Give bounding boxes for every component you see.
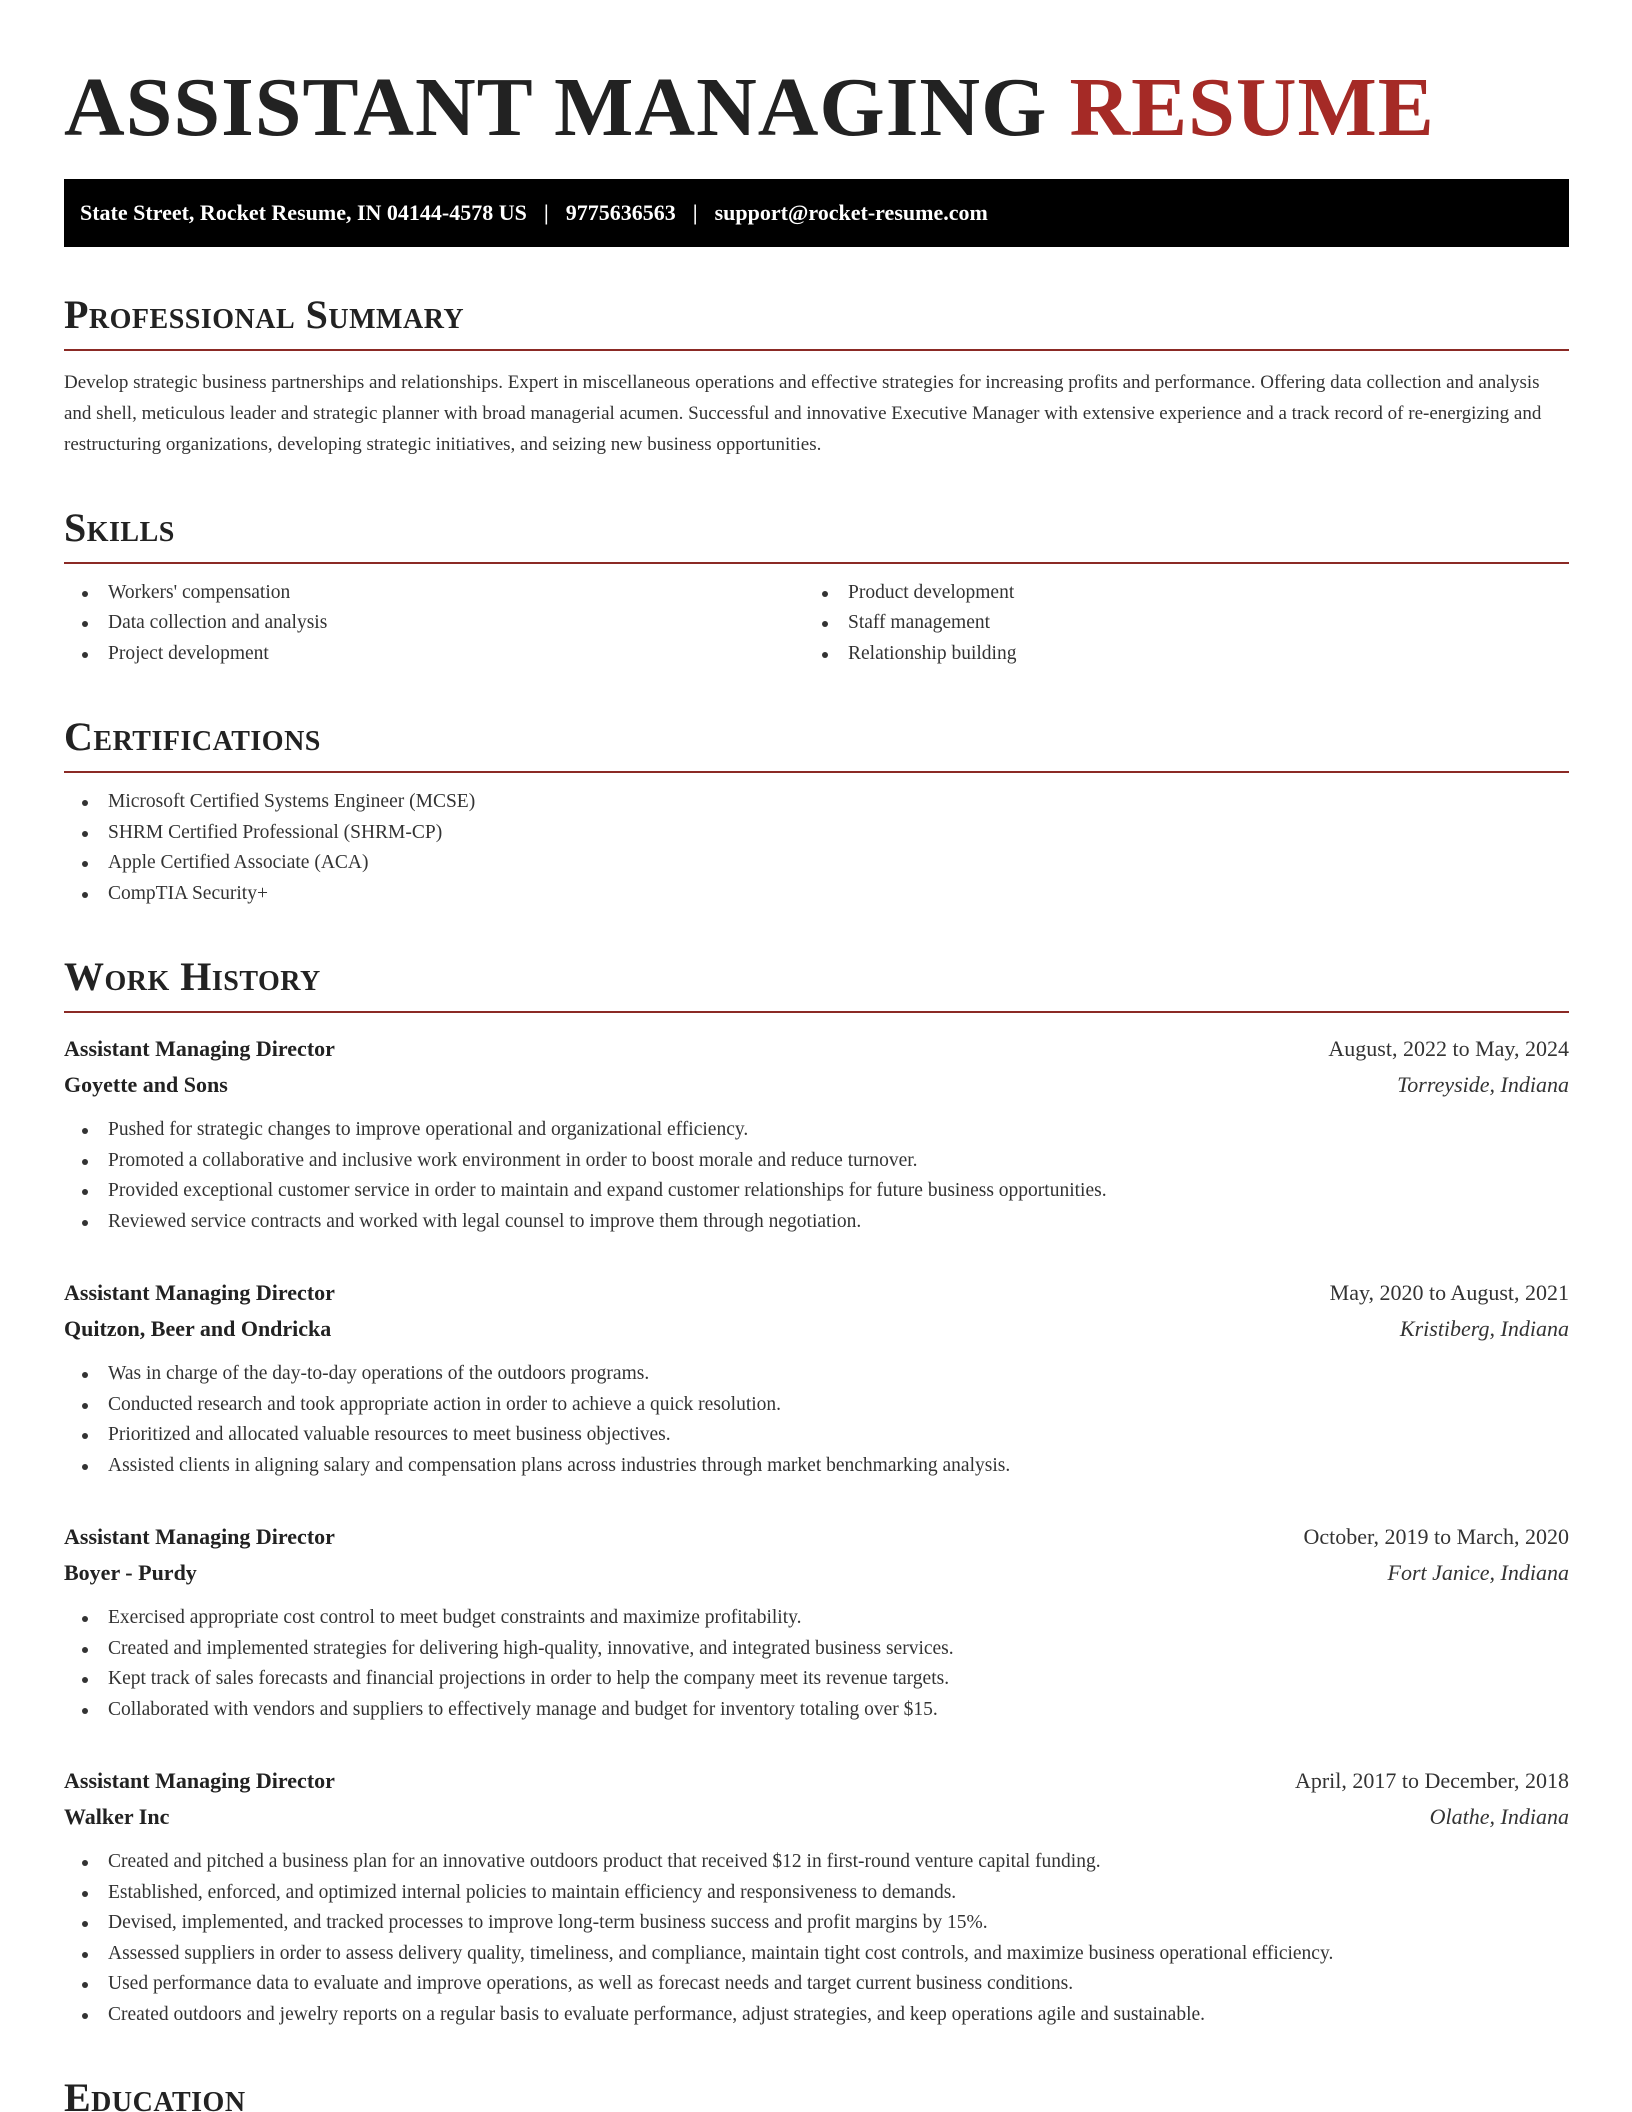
job-company: Quitzon, Beer and Ondricka: [64, 1316, 332, 1342]
job-duty-item: Conducted research and took appropriate action in order to achieve a quick resolution.: [64, 1390, 1569, 1421]
skills-list-right: [804, 578, 1544, 670]
skill-item: Project development: [64, 639, 804, 670]
job-entry: [64, 1275, 1569, 1481]
job-title: Assistant Managing Director: [64, 1036, 335, 1062]
job-duty-item: Used performance data to evaluate and improve operations, as well as forecast needs and target current business conditions.: [64, 1969, 1569, 2000]
job-duties-list: [64, 1359, 1569, 1481]
job-duty-item: Prioritized and allocated valuable resources to meet business objectives.: [64, 1420, 1569, 1451]
skill-item: Product development: [804, 578, 1544, 609]
job-header-row: [64, 1763, 1569, 1799]
certifications-heading: Certifications: [64, 713, 1569, 773]
job-company: Walker Inc: [64, 1804, 170, 1830]
skill-item: Relationship building: [804, 639, 1544, 670]
job-company-row: [64, 1311, 1569, 1347]
job-duty-item: Created outdoors and jewelry reports on a regular basis to evaluate performance, adjust strategies, and keep operations agile and sustainable.: [64, 2000, 1569, 2031]
certification-item: Apple Certified Associate (ACA): [64, 848, 1569, 879]
resume-title: [64, 58, 1569, 159]
job-title: Assistant Managing Director: [64, 1280, 335, 1306]
certification-item: SHRM Certified Professional (SHRM-CP): [64, 818, 1569, 849]
skill-item: Staff management: [804, 608, 1544, 639]
job-duty-item: Provided exceptional customer service in order to maintain and expand customer relationships for future business opportunities.: [64, 1176, 1569, 1207]
job-dates: August, 2022 to May, 2024: [1328, 1036, 1569, 1062]
education-heading: Education: [64, 2074, 1569, 2112]
job-duty-item: Exercised appropriate cost control to meet budget constraints and maximize profitability.: [64, 1603, 1569, 1634]
job-entry: [64, 1519, 1569, 1725]
certifications-list: [64, 787, 1569, 909]
title-accent: RESUME: [1069, 61, 1435, 154]
skill-item: Data collection and analysis: [64, 608, 804, 639]
contact-separator: |: [692, 199, 698, 225]
skills-list-left: [64, 578, 804, 670]
job-location: Fort Janice, Indiana: [1387, 1560, 1569, 1586]
summary-heading: Professional Summary: [64, 291, 1569, 351]
job-duty-item: Pushed for strategic changes to improve operational and organizational efficiency.: [64, 1115, 1569, 1146]
job-duty-item: Devised, implemented, and tracked processes to improve long-term business success and profit margins by 15%.: [64, 1908, 1569, 1939]
certification-item: Microsoft Certified Systems Engineer (MCSE): [64, 787, 1569, 818]
job-entry: [64, 1763, 1569, 2030]
job-duty-item: Collaborated with vendors and suppliers to effectively manage and budget for inventory totaling over $15.: [64, 1695, 1569, 1726]
skills-section: [64, 504, 1569, 670]
job-title: Assistant Managing Director: [64, 1524, 335, 1550]
job-title: Assistant Managing Director: [64, 1768, 335, 1794]
contact-address: State Street, Rocket Resume, IN 04144-4578 US: [80, 199, 527, 225]
job-location: Torreyside, Indiana: [1397, 1072, 1569, 1098]
job-duty-item: Kept track of sales forecasts and financial projections in order to help the company meet its revenue targets.: [64, 1664, 1569, 1695]
job-duties-list: [64, 1603, 1569, 1725]
skills-heading: Skills: [64, 504, 1569, 564]
resume-page: [64, 0, 1569, 2112]
certification-item: CompTIA Security+: [64, 879, 1569, 910]
job-duty-item: Was in charge of the day-to-day operations of the outdoors programs.: [64, 1359, 1569, 1390]
job-company: Boyer - Purdy: [64, 1560, 197, 1586]
job-dates: October, 2019 to March, 2020: [1303, 1524, 1569, 1550]
job-entry: [64, 1031, 1569, 1237]
certifications-section: [64, 713, 1569, 909]
summary-section: [64, 291, 1569, 460]
job-header-row: [64, 1519, 1569, 1555]
education-section: [64, 2074, 1569, 2112]
job-duty-item: Created and implemented strategies for delivering high-quality, innovative, and integrated business services.: [64, 1634, 1569, 1665]
job-location: Olathe, Indiana: [1429, 1804, 1569, 1830]
contact-bar: [64, 179, 1569, 247]
job-header-row: [64, 1031, 1569, 1067]
job-header-row: [64, 1275, 1569, 1311]
job-duty-item: Promoted a collaborative and inclusive work environment in order to boost morale and reduce turnover.: [64, 1146, 1569, 1177]
job-duty-item: Assessed suppliers in order to assess delivery quality, timeliness, and compliance, maintain tight cost controls, and maximize business operational efficiency.: [64, 1939, 1569, 1970]
job-company-row: [64, 1799, 1569, 1835]
job-dates: April, 2017 to December, 2018: [1294, 1768, 1569, 1794]
title-main: ASSISTANT MANAGING: [64, 61, 1048, 154]
skills-grid: [64, 578, 1569, 670]
job-duties-list: [64, 1115, 1569, 1237]
job-company-row: [64, 1555, 1569, 1591]
job-duty-item: Assisted clients in aligning salary and compensation plans across industries through market benchmarking analysis.: [64, 1451, 1569, 1482]
work-history-section: [64, 953, 1569, 2030]
contact-email[interactable]: support@rocket-resume.com: [714, 199, 988, 225]
job-dates: May, 2020 to August, 2021: [1329, 1280, 1569, 1306]
job-duties-list: [64, 1847, 1569, 2030]
summary-text: Develop strategic business partnerships and relationships. Expert in miscellaneous operations and effective strategies for increasing profits and performance. Offering data collection and analysis and shell, meticulous leader and strategic planner with broad managerial acumen. Successful and innovative Executive Manager with extensive experience and a track record of re-energizing and restructuring organizations, developing strategic initiatives, and seizing new business opportunities.: [64, 371, 1542, 455]
job-duty-item: Created and pitched a business plan for an innovative outdoors product that received $12 in first-round venture capital funding.: [64, 1847, 1569, 1878]
work-history-heading: Work History: [64, 953, 1569, 1013]
job-company-row: [64, 1067, 1569, 1103]
skill-item: Workers' compensation: [64, 578, 804, 609]
contact-separator: |: [543, 199, 549, 225]
job-duty-item: Established, enforced, and optimized internal policies to maintain efficiency and responsiveness to demands.: [64, 1878, 1569, 1909]
job-duty-item: Reviewed service contracts and worked with legal counsel to improve them through negotiation.: [64, 1207, 1569, 1238]
job-location: Kristiberg, Indiana: [1399, 1316, 1569, 1342]
job-company: Goyette and Sons: [64, 1072, 228, 1098]
contact-phone[interactable]: 9775636563: [565, 199, 676, 225]
